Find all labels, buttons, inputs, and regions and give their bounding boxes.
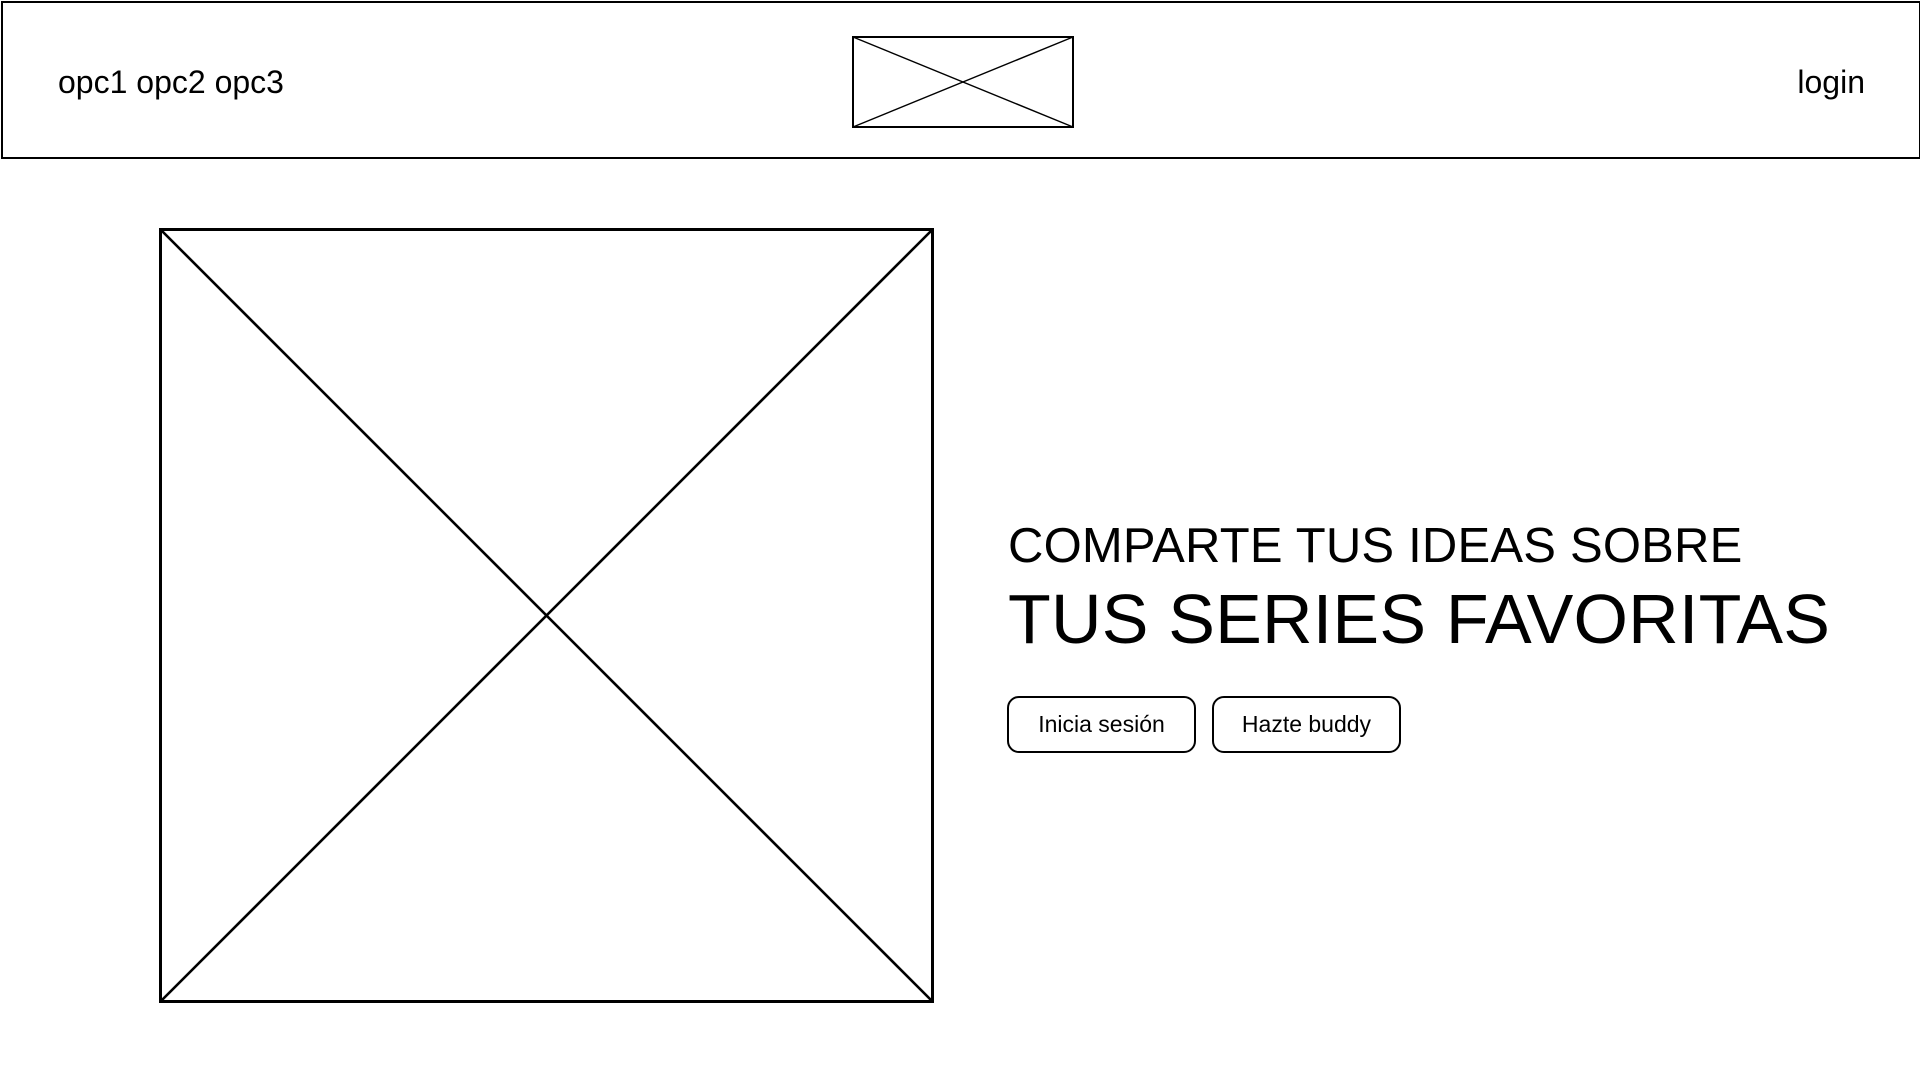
nav-item-opc2[interactable]: opc2 bbox=[136, 64, 206, 100]
primary-nav bbox=[58, 61, 284, 103]
top-navigation bbox=[1, 1, 1920, 159]
logo-placeholder-icon bbox=[852, 36, 1074, 128]
hero-placeholder-icon bbox=[159, 228, 934, 1003]
hero-image-placeholder bbox=[159, 228, 934, 1003]
hero-headline-line-2: TUS SERIES FAVORITAS bbox=[1008, 580, 1831, 658]
hero-headline-line-1: COMPARTE TUS IDEAS SOBRE bbox=[1008, 519, 1743, 573]
login-link[interactable]: login bbox=[1797, 64, 1865, 100]
hero-headline bbox=[1008, 518, 1831, 658]
nav-item-opc1[interactable]: opc1 bbox=[58, 64, 128, 100]
nav-item-opc3[interactable]: opc3 bbox=[214, 64, 284, 100]
login-button[interactable]: Inicia sesión bbox=[1007, 696, 1196, 753]
signup-button[interactable]: Hazte buddy bbox=[1212, 696, 1401, 753]
hero-actions bbox=[1007, 696, 1401, 753]
logo-image-placeholder bbox=[852, 36, 1074, 128]
